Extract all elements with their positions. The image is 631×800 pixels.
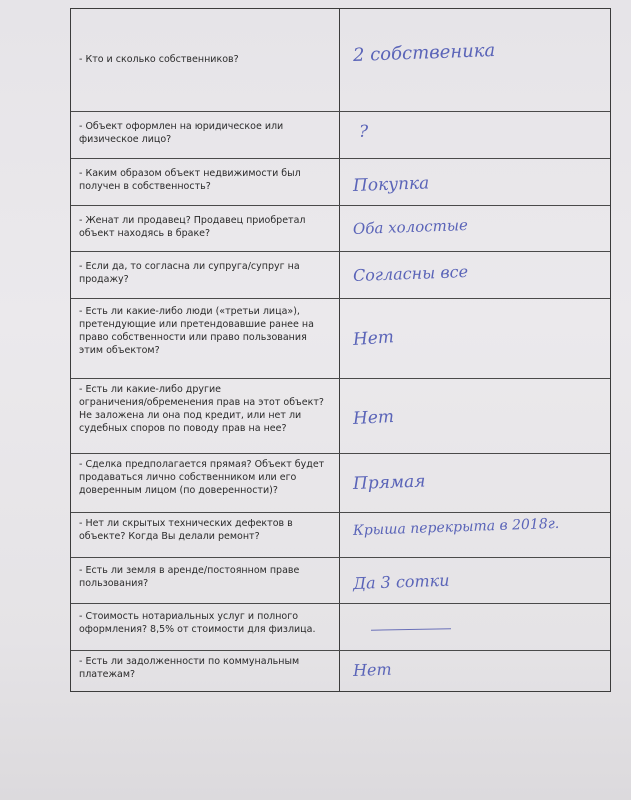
question-text: - Каким образом объект недвижимости был получен в собственность?	[79, 168, 301, 192]
answer-text: Оба холостые	[352, 215, 469, 238]
question-text: - Женат ли продавец? Продавец приобретал объект находясь в браке?	[79, 215, 306, 239]
table-row	[71, 604, 610, 651]
questionnaire-table	[70, 8, 611, 692]
table-row	[71, 379, 610, 454]
table-row	[71, 299, 610, 379]
answer-text: Прямая	[352, 471, 426, 494]
table-row	[71, 159, 610, 206]
answer-text: Нет	[352, 406, 395, 429]
question-text: - Есть ли какие-либо люди («третьи лица»), претендующие или претендовавшие ранее на право собственности или право пользования этим объектом?	[79, 306, 314, 356]
table-row	[71, 558, 610, 604]
table-row	[71, 513, 610, 558]
answer-text: ?	[359, 122, 369, 142]
question-text: - Кто и сколько собственников?	[79, 54, 239, 65]
answer-text: Нет	[352, 659, 392, 680]
table-row	[71, 454, 610, 513]
answer-text: Согласны все	[352, 261, 469, 285]
answer-text: Да 3 сотки	[352, 570, 450, 593]
table-row	[71, 206, 610, 252]
table-row	[71, 9, 610, 112]
table-row	[71, 651, 610, 693]
table-row	[71, 252, 610, 299]
answer-text: Крыша перекрыта в 2018г.	[352, 515, 560, 539]
table-row	[71, 112, 610, 159]
answer-text: 2 собственика	[352, 40, 496, 66]
question-text: - Сделка предполагается прямая? Объект будет продаваться лично собственником или его доверенным лицом (по доверенности)?	[79, 459, 325, 496]
answer-text: Покупка	[352, 173, 430, 196]
answer-text: Нет	[352, 327, 395, 350]
question-text: - Есть ли какие-либо другие ограничения/обременения прав на этот объект? Не заложена ли она под кредит, или нет ли судебных споров по поводу прав на нее?	[79, 384, 324, 434]
question-text: - Стоимость нотариальных услуг и полного оформления? 8,5% от стоимости для физлица.	[79, 611, 316, 635]
question-text: - Есть ли задолженности по коммунальным платежам?	[79, 656, 300, 680]
question-text: - Если да, то согласна ли супруга/супруг на продажу?	[79, 261, 300, 285]
question-text: - Нет ли скрытых технических дефектов в объекте? Когда Вы делали ремонт?	[79, 518, 293, 542]
question-text: - Есть ли земля в аренде/постоянном праве пользования?	[79, 565, 300, 589]
question-text: - Объект оформлен на юридическое или физическое лицо?	[79, 121, 284, 145]
answer-dash	[371, 628, 451, 631]
